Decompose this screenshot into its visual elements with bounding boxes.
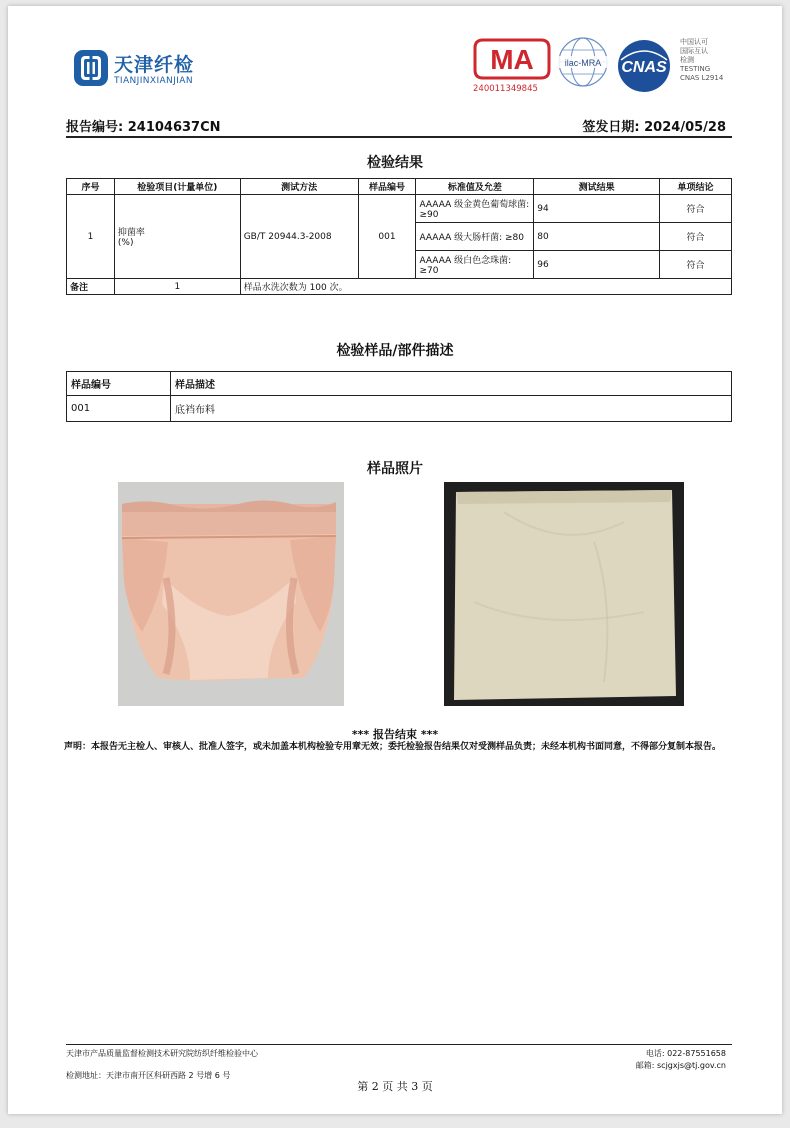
column-header: 测试结果: [534, 179, 660, 195]
column-header: 单项结论: [660, 179, 732, 195]
row-number: 1: [67, 195, 115, 279]
test-result: 96: [534, 251, 660, 279]
footer-organization: 天津市产品质量监督检测技术研究院纺织纤维检验中心: [66, 1049, 258, 1058]
report-number: [66, 116, 221, 135]
cnas-line: TESTING: [680, 65, 711, 73]
standard-value: AAAAA 级白色念珠菌: ≥70: [416, 251, 534, 279]
footer-address: 检测地址：天津市南开区科研西路 2 号增 6 号: [66, 1071, 231, 1080]
results-header-row: [67, 179, 732, 195]
remark-text: 样品水洗次数为 100 次。: [240, 279, 731, 295]
column-header: 标准值及允差: [416, 179, 534, 195]
report-page: [8, 6, 782, 1114]
sample-description: 底裆布料: [171, 396, 732, 422]
issue-date: [582, 116, 726, 135]
cnas-line: 国际互认: [680, 47, 708, 55]
samples-table: [66, 371, 732, 422]
report-number-label: 报告编号:: [66, 120, 124, 135]
sample-number: 001: [358, 195, 416, 279]
column-header: 样品描述: [171, 372, 732, 396]
sample-number: 001: [67, 396, 171, 422]
column-header: 序号: [67, 179, 115, 195]
column-header: 样品编号: [67, 372, 171, 396]
cnas-line: 检测: [680, 56, 694, 64]
tianjin-logo-icon: [72, 48, 110, 88]
column-header: 检验项目(计量单位): [114, 179, 240, 195]
cma-number: 240011349845: [473, 84, 538, 94]
test-method: GB/T 20944.3-2008: [240, 195, 358, 279]
cnas-line: 中国认可: [680, 38, 708, 46]
ilac-globe-icon: [556, 34, 610, 92]
logo-cn-text: 天津纤检: [114, 54, 195, 76]
conclusion: 符合: [660, 195, 732, 223]
results-title: 检验结果: [367, 155, 423, 171]
table-row: [67, 396, 732, 422]
cma-mark-icon: [473, 36, 551, 82]
page-number: 第 2 页 共 3 页: [357, 1080, 433, 1093]
svg-text:CNAS: CNAS: [621, 59, 667, 76]
ilac-mra-logo: [556, 34, 610, 92]
tianjin-logo: [72, 46, 232, 96]
samples-header-row: [67, 372, 732, 396]
test-result: 80: [534, 223, 660, 251]
test-result: 94: [534, 195, 660, 223]
conclusion: 符合: [660, 251, 732, 279]
cnas-caption: [680, 38, 740, 83]
header-divider: [66, 136, 732, 138]
sample-photo-underwear: [118, 482, 344, 706]
column-header: 测试方法: [240, 179, 358, 195]
standard-value: AAAAA 级大肠杆菌: ≥80: [416, 223, 534, 251]
cma-logo: [473, 36, 551, 96]
remark-label: 备注: [67, 279, 115, 295]
photos-title: 样品照片: [367, 461, 423, 477]
table-row: [67, 195, 732, 223]
issue-date-label: 签发日期:: [582, 120, 640, 135]
test-item-unit: (%): [117, 238, 134, 248]
remark-number: 1: [114, 279, 240, 295]
sample-photo-fabric: [444, 482, 684, 706]
cnas-mark-icon: [613, 38, 675, 96]
standard-value: AAAAA 级金黄色葡萄球菌: ≥90: [416, 195, 534, 223]
cnas-line: CNAS L2914: [680, 74, 724, 82]
svg-text:MA: MA: [490, 44, 534, 75]
report-meta-row: [66, 116, 726, 134]
svg-text:ilac-MRA: ilac-MRA: [564, 58, 602, 68]
samples-title: 检验样品/部件描述: [336, 343, 454, 359]
footer-divider: [66, 1044, 732, 1045]
test-item: [114, 195, 240, 279]
report-number-value: 24104637CN: [127, 120, 221, 135]
disclaimer-statement: 声明：本报告无主检人、审核人、批准人签字，或未加盖本机构检验专用章无效；委托检验报告结果仅对受测样品负责；未经本机构书面同意，不得部分复制本报告。: [64, 742, 722, 752]
remark-row: [67, 279, 732, 295]
conclusion: 符合: [660, 223, 732, 251]
footer-email: 邮箱: scjgxjs@tj.gov.cn: [635, 1061, 726, 1070]
cnas-logo: [613, 38, 675, 96]
footer-phone: 电话: 022-87551658: [645, 1049, 726, 1058]
results-table: [66, 178, 732, 295]
issue-date-value: 2024/05/28: [644, 120, 726, 135]
test-item-name: 抑菌率: [117, 228, 145, 238]
logo-en-text: TIANJINXIANJIAN: [114, 76, 193, 86]
report-end-text: *** 报告结束 ***: [351, 728, 439, 741]
column-header: 样品编号: [358, 179, 416, 195]
